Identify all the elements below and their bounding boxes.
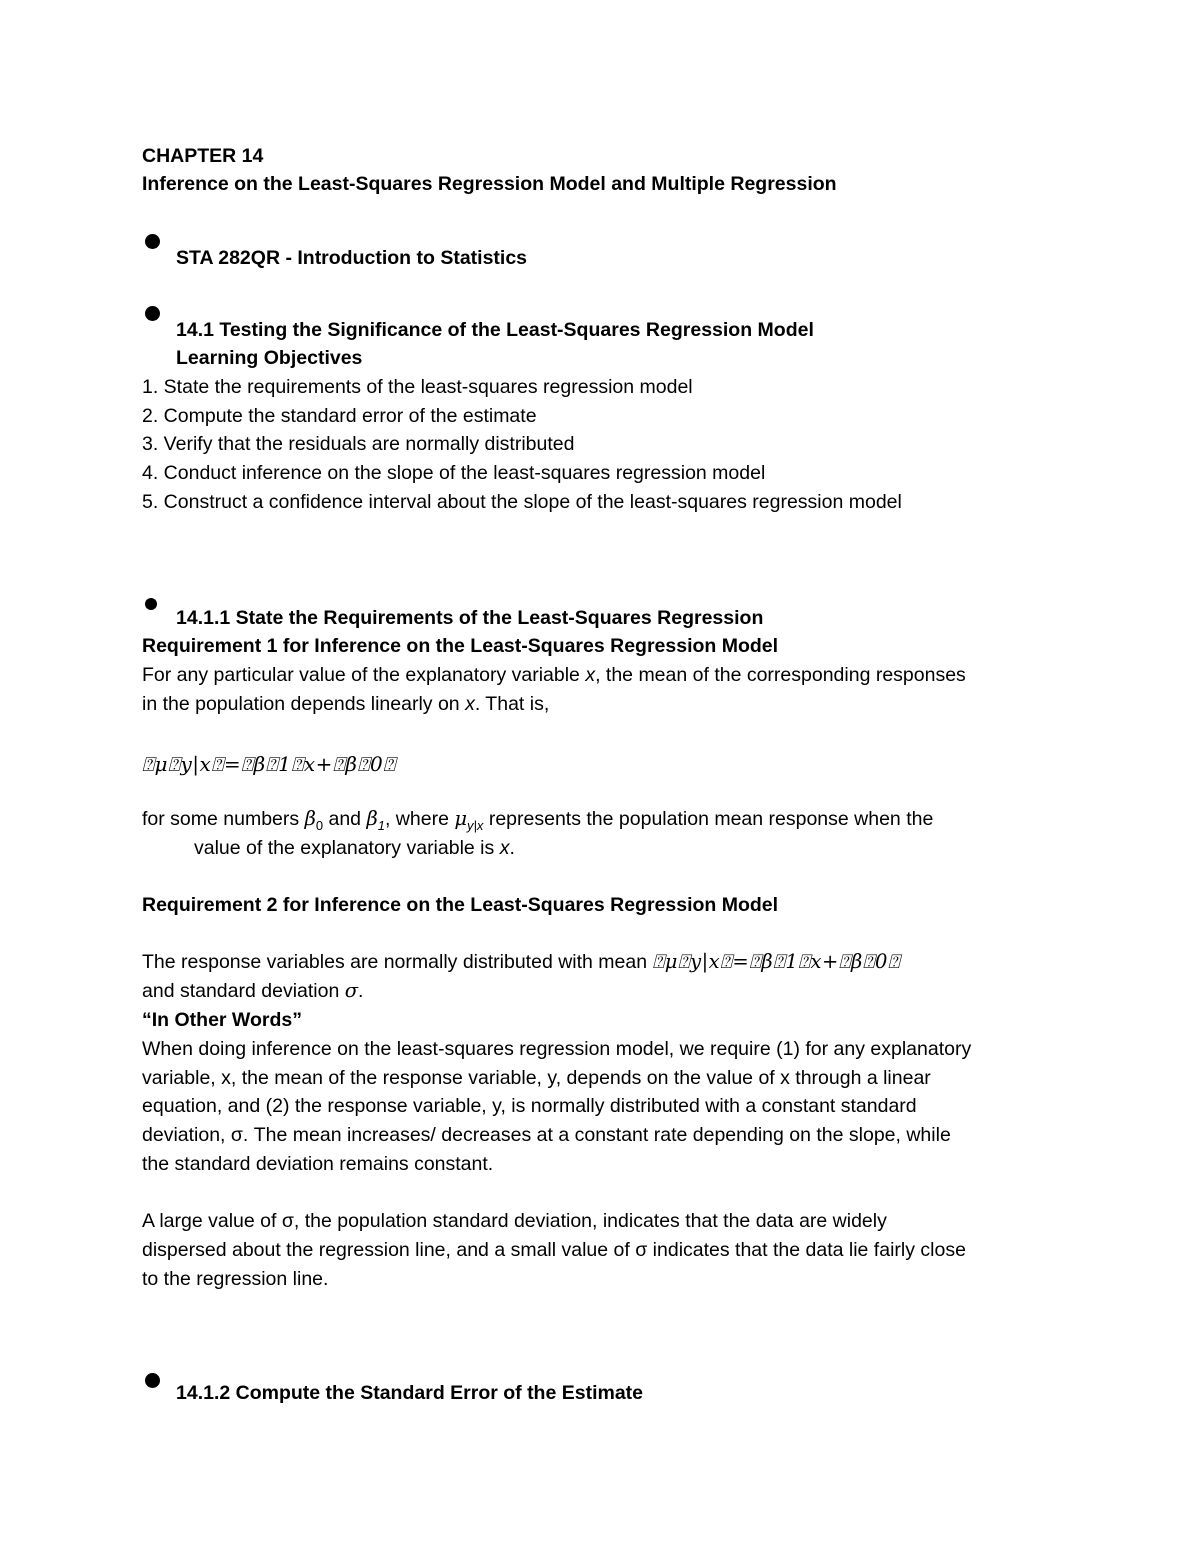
bullet-icon <box>145 1373 160 1388</box>
in-other-words-heading: “In Other Words” <box>142 1009 302 1031</box>
sigma-explanation: to the regression line. <box>142 1268 329 1290</box>
requirement-1-text: For any particular value of the explanatory variable x, the mean of the corresponding responses <box>142 664 966 686</box>
in-other-words-text: When doing inference on the least-squares regression model, we require (1) for any explanatory <box>142 1038 972 1060</box>
bullet-icon <box>145 306 160 321</box>
in-other-words-text: deviation, σ. The mean increases/ decreases at a constant rate depending on the slope, while <box>142 1124 951 1146</box>
bullet-icon <box>145 598 157 610</box>
course-title: STA 282QR - Introduction to Statistics <box>176 247 528 269</box>
requirement-1-heading: Requirement 1 for Inference on the Least-Squares Regression Model <box>142 635 779 657</box>
requirement-1-text: in the population depends linearly on x. That is, <box>142 693 550 715</box>
in-other-words-text: the standard deviation remains constant. <box>142 1153 494 1175</box>
formula-explanation: value of the explanatory variable is x. <box>194 837 515 859</box>
chapter-label: CHAPTER 14 <box>142 145 264 167</box>
sigma-explanation: dispersed about the regression line, and a small value of σ indicates that the data lie fairly close <box>142 1239 966 1261</box>
regression-formula: ⍰μ⍰y|x⍰=⍰β⍰1⍰x+⍰β⍰0⍰ <box>142 752 396 776</box>
objective-item: 5. Construct a confidence interval about the slope of the least-squares regression model <box>142 491 902 513</box>
formula-explanation: for some numbers $\beta_0$ and $\beta_1$, where $\mu_{y|x}$ represents the population mean response when the <box>142 807 934 833</box>
in-other-words-text: equation, and (2) the response variable, y, is normally distributed with a constant standard <box>142 1095 917 1117</box>
section-14-1-title: 14.1 Testing the Significance of the Least-Squares Regression Model <box>176 319 814 341</box>
in-other-words-text: variable, x, the mean of the response variable, y, depends on the value of x through a linear <box>142 1067 931 1089</box>
objective-item: 4. Conduct inference on the slope of the least-squares regression model <box>142 462 766 484</box>
requirement-2-heading: Requirement 2 for Inference on the Least-Squares Regression Model <box>142 894 779 916</box>
objective-item: 2. Compute the standard error of the estimate <box>142 405 537 427</box>
section-14-1-1-title: 14.1.1 State the Requirements of the Least-Squares Regression <box>176 607 764 629</box>
sigma-explanation: A large value of σ, the population standard deviation, indicates that the data are widely <box>142 1210 887 1232</box>
objective-item: 1. State the requirements of the least-squares regression model <box>142 376 693 398</box>
section-14-1-2-title: 14.1.2 Compute the Standard Error of the Estimate <box>176 1382 644 1404</box>
learning-objectives-heading: Learning Objectives <box>176 347 363 369</box>
requirement-2-text: The response variables are normally distributed with mean ⍰μ⍰y|x⍰=⍰β⍰1⍰x+⍰β⍰0⍰ <box>142 950 901 973</box>
bullet-icon <box>145 234 160 249</box>
requirement-2-text: and standard deviation σ. <box>142 979 364 1002</box>
objective-item: 3. Verify that the residuals are normally distributed <box>142 433 575 455</box>
chapter-title: Inference on the Least-Squares Regression Model and Multiple Regression <box>142 173 837 195</box>
